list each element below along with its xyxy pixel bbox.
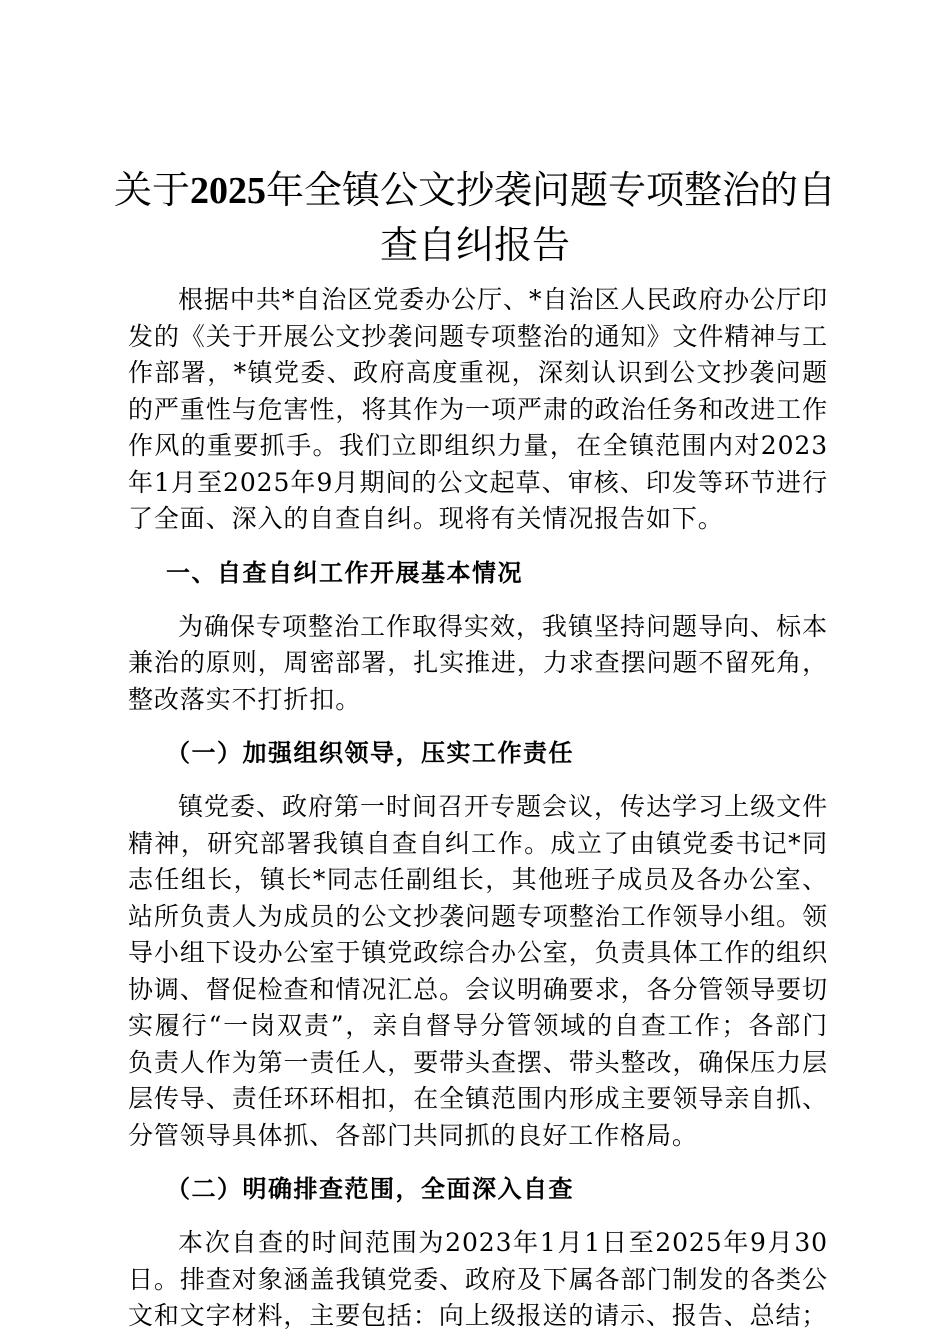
subsection-heading-1: （一）加强组织领导，压实工作责任 [166,738,574,767]
title-part-1: 关于 [113,168,190,212]
section-heading-1: 一、自查自纠工作开展基本情况 [166,557,523,587]
section-1-paragraph: 为确保专项整治工作取得实效，我镇坚持问题导向、标本兼治的原则，周密部署，扎实推进，力求查摆问题不留死角，整改落实不打折扣。 [128,611,828,714]
title-year: 2025 [190,170,266,212]
subsection-heading-2: （二）明确排查范围，全面深入自查 [166,1174,574,1203]
title-part-2: 年全镇公文抄袭问题专项整治的自查自纠报告 [266,168,837,267]
subsection-1-paragraph: 镇党委、政府第一时间召开专题会议，传达学习上级文件精神，研究部署我镇自查自纠工作。成立了由镇党委书记*同志任组长，镇长*同志任副组长，其他班子成员及各办公室、站所负责人为成员的公文抄袭问题专项整治工作领导小组。领导小组下设办公室于镇党政综合办公室，负责具体工作的组织协调、督促检查和情况汇总。会议明确要求，各分管领导要切实履行“一岗双责”，亲自督导分管领域的自查工作；各部门负责人作为第一责任人，要带头查摆、带头整改，确保压力层层传导、责任环环相扣，在全镇范围内形成主要领导亲自抓、分管领导具体抓、各部门共同抓的良好工作格局。 [128,792,828,1150]
document-body [128,282,828,1335]
document-title [100,163,850,272]
intro-paragraph: 根据中共*自治区党委办公厅、*自治区人民政府办公厅印发的《关于开展公文抄袭问题专项整治的通知》文件精神与工作部署，*镇党委、政府高度重视，深刻认识到公文抄袭问题的严重性与危害性，将其作为一项严肃的政治任务和改进工作作风的重要抓手。我们立即组织力量，在全镇范围内对2023年1月至2025年9月期间的公文起草、审核、印发等环节进行了全面、深入的自查自纠。现将有关情况报告如下。 [128,285,828,533]
subsection-2-paragraph: 本次自查的时间范围为2023年1月1日至2025年9月30日。排查对象涵盖我镇党委、政府及下属各部门制发的各类公文和文字材料，主要包括：向上级报送的请示、报告、总结； [128,1228,828,1330]
